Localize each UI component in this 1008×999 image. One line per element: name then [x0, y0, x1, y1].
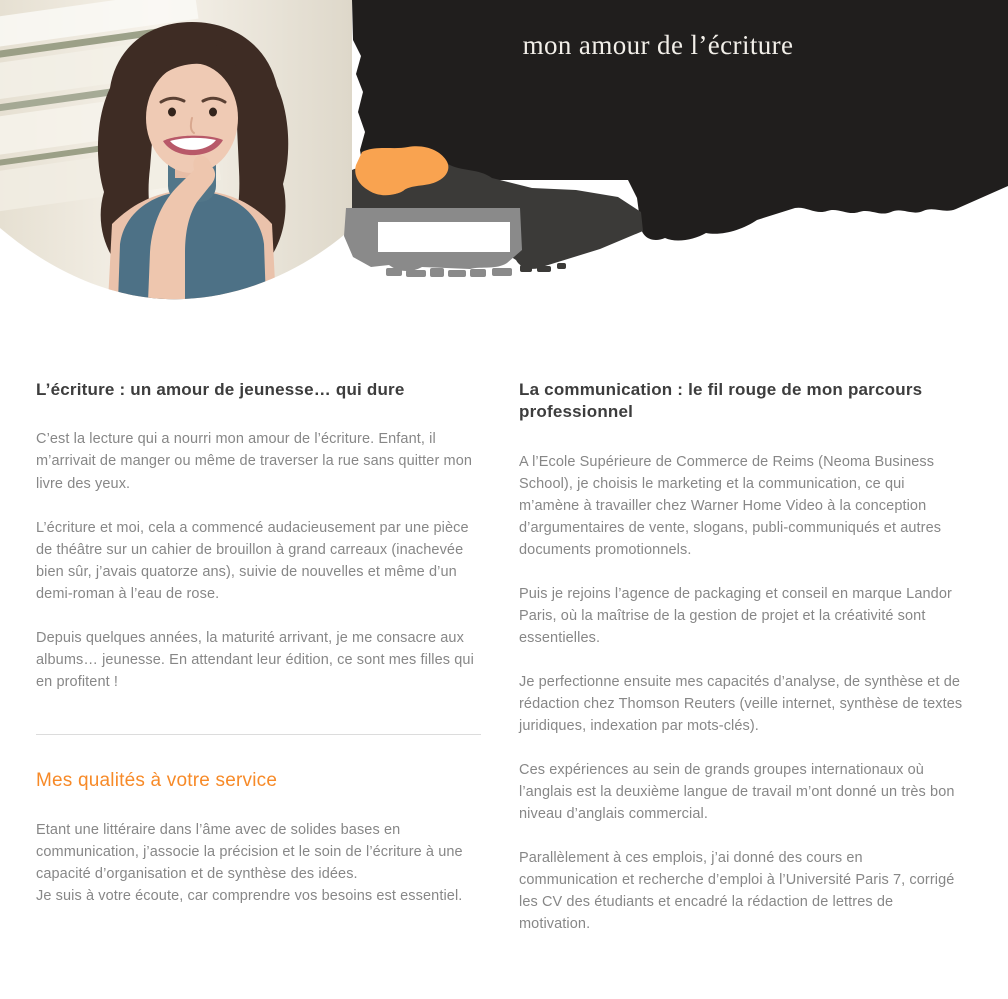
paragraph: Je perfectionne ensuite mes capacités d’analyse, de synthèse et de rédaction chez Thomson Reuters (veille internet, synthèse de textes juridiques, indexation par mots-clés).: [519, 674, 963, 735]
service-heading: Mes qualités à votre service: [36, 769, 278, 791]
left-heading: L’écriture : un amour de jeunesse… qui dure: [36, 380, 405, 399]
header: [0, 0, 1008, 302]
right-heading: La communication : le fil rouge de mon parcours professionnel: [519, 380, 923, 422]
service-paragraph: [36, 819, 481, 907]
site-title: mon amour de l’écriture: [522, 30, 794, 60]
paragraph: Ces expériences au sein de grands groupes internationaux où l’anglais est la deuxième langue de travail m’ont donné un très bon niveau d’anglais commercial.: [519, 762, 955, 823]
paragraph: C’est la lecture qui a nourri mon amour de l’écriture. Enfant, il m’arrivait de manger ou même de traverser la rue sans quitter mon livre des yeux.: [36, 431, 473, 492]
white-card: [378, 222, 510, 252]
paragraph: Parallèlement à ces emplois, j’ai donné des cours en communication et recherche d’emploi à l’Université Paris 7, corrigé les CV des étudiants et encadré la rédaction de lettres de motivation.: [519, 850, 955, 933]
right-column: [519, 379, 964, 957]
paragraph: A l’Ecole Supérieure de Commerce de Reims (Neoma Business School), je choisis le marketing et la communication, ce qui m’amène à travailler chez Warner Home Video à la conception d’argumentaires de vente, slogans, publi-communiqués et autres documents promotionnels.: [519, 453, 942, 558]
paragraph: L’écriture et moi, cela a commencé audacieusement par une pièce de théâtre sur un cahier de brouillon à grand carreaux (inachevée bien sûr, j’avais quatorze ans), suivie de nouvelles et même d’un demi-roman à l’eau de rose.: [36, 519, 469, 602]
service-line: Je suis à votre écoute, car comprendre vos besoins est essentiel.: [36, 887, 463, 904]
paragraph: Depuis quelques années, la maturité arrivant, je me consacre aux albums… jeunesse. En attendant leur édition, ce sont mes filles qui en profitent !: [36, 629, 474, 690]
main-content: [36, 379, 964, 957]
paragraph: Puis je rejoins l’agence de packaging et conseil en marque Landor Paris, où la maîtrise de la gestion de projet et la créativité sont essentielles.: [519, 586, 952, 647]
left-column: [36, 379, 481, 957]
service-line: Etant une littéraire dans l’âme avec de solides bases en communication, j’associe la précision et le soin de l’écriture à une capacité d’organisation et de synthèse des idées.: [36, 821, 463, 882]
divider: [36, 734, 481, 735]
